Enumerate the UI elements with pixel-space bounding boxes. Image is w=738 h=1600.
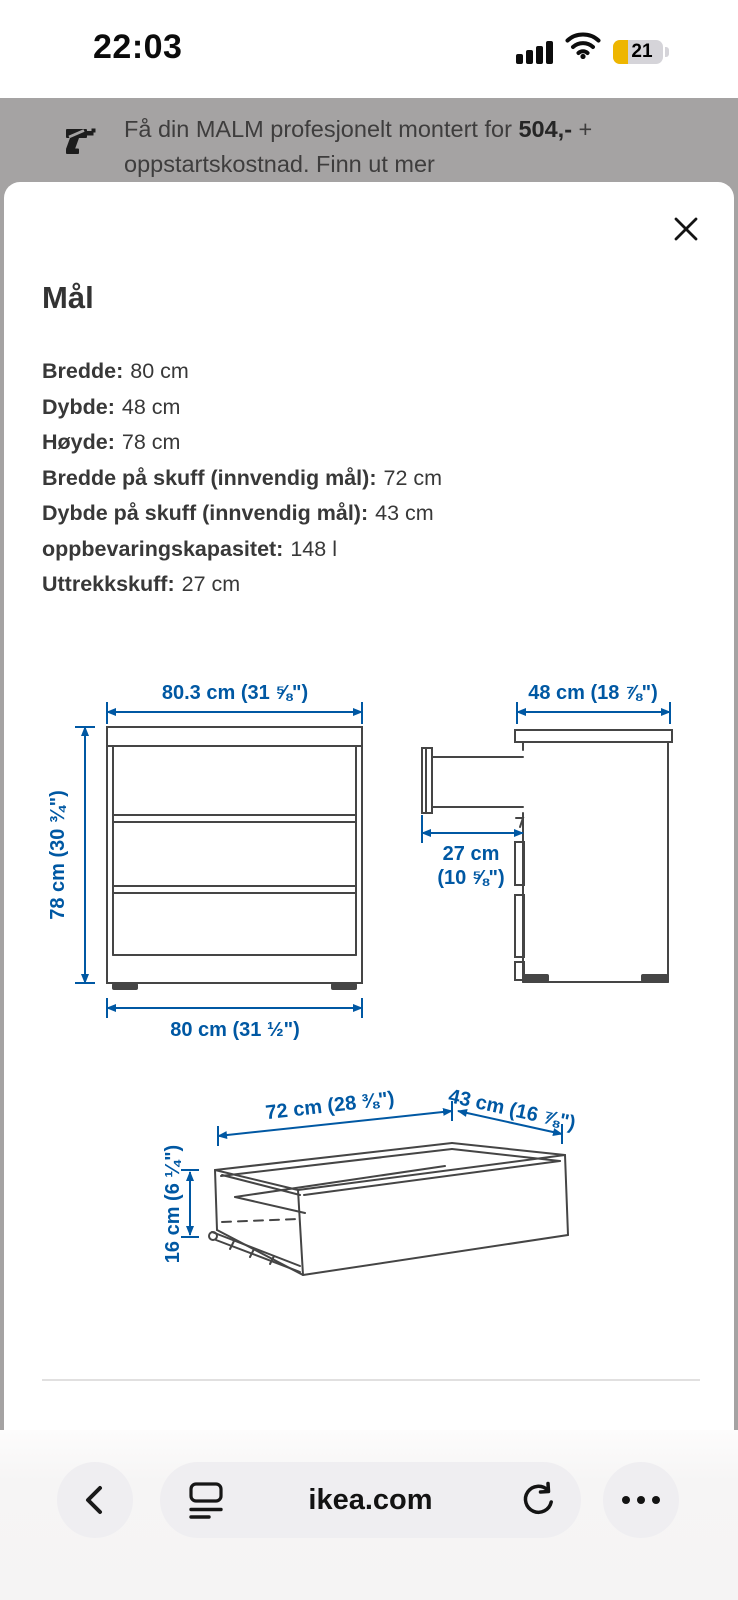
measurement-row: Bredde: 80 cm xyxy=(42,359,189,383)
back-button[interactable] xyxy=(57,1462,133,1538)
refresh-icon[interactable] xyxy=(517,1481,555,1519)
drawer-width-dimension-label: 72 cm (28 ⅜") xyxy=(264,1087,396,1125)
battery-icon xyxy=(613,40,663,64)
drawer-height-dimension-label: 16 cm (6 ¼") xyxy=(162,1144,184,1264)
reader-view-icon[interactable] xyxy=(188,1480,224,1520)
more-options-button[interactable] xyxy=(603,1462,679,1538)
side-pullout-dimension-label-inches: (10 ⅝") xyxy=(437,867,505,889)
assembly-price: 504,- xyxy=(518,116,573,142)
clock: 22:03 xyxy=(93,28,183,66)
drill-icon xyxy=(64,122,96,163)
url-text: ikea.com xyxy=(308,1483,433,1516)
assembly-banner-text: Få din MALM profesjonelt montert for 504,- + oppstartskostnad. Finn ut mer xyxy=(124,116,593,177)
status-icons xyxy=(516,34,663,64)
measurement-row: Uttrekkskuff: 27 cm xyxy=(42,572,241,596)
address-bar[interactable] xyxy=(160,1462,581,1538)
close-icon[interactable] xyxy=(668,212,704,248)
measurement-row: Bredde på skuff (innvendig mål): 72 cm xyxy=(42,465,443,490)
side-pullout-dimension-label: 27 cm xyxy=(442,843,500,865)
section-divider xyxy=(42,1379,700,1381)
cellular-signal-icon xyxy=(516,41,553,64)
battery-percent: 21 xyxy=(631,41,653,62)
measurement-row: Dybde på skuff (innvendig mål): 43 cm xyxy=(42,501,434,525)
measurement-row: Dybde: 48 cm xyxy=(42,394,181,419)
front-bottom-width-dimension-label: 80 cm (31 ½") xyxy=(170,1019,300,1041)
measurement-row: Høyde: 78 cm xyxy=(42,430,181,454)
browser-toolbar xyxy=(0,1430,738,1600)
wifi-icon xyxy=(565,32,601,64)
drawer-depth-dimension-label: 43 cm (16 ⅞") xyxy=(446,1085,578,1135)
front-height-dimension-label: 78 cm (30 ¾") xyxy=(47,790,69,920)
measurement-row: oppbevaringskapasitet: 148 l xyxy=(42,536,337,561)
side-depth-dimension-label: 48 cm (18 ⅞") xyxy=(528,682,658,704)
front-width-dimension-label: 80.3 cm (31 ⅝") xyxy=(161,682,309,704)
assembly-banner-line2: oppstartskostnad. Finn ut mer xyxy=(124,151,435,177)
page-title: Mål xyxy=(42,280,94,315)
ellipsis-icon xyxy=(622,1496,660,1504)
measurements-sheet xyxy=(4,182,734,1430)
measurements-list xyxy=(42,354,442,603)
chevron-left-icon xyxy=(75,1480,115,1520)
status-bar xyxy=(0,0,738,98)
